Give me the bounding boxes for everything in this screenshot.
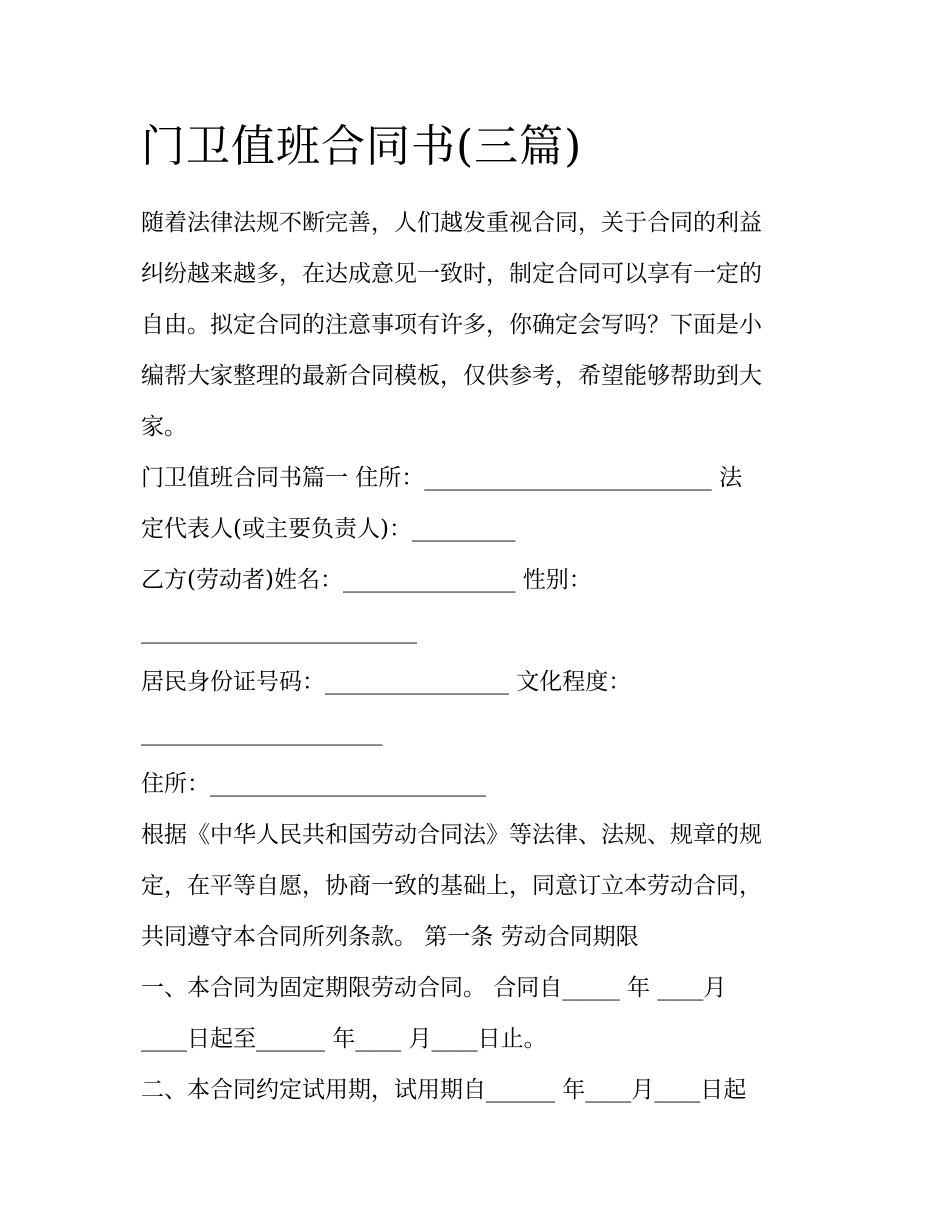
body-line: 编帮大家整理的最新合同模板，仅供参考，希望能够帮助到大	[141, 363, 762, 389]
body-line: 门卫值班合同书篇一 住所：_________________________ 法	[141, 465, 743, 491]
document-title: 门卫值班合同书(三篇)	[141, 121, 583, 172]
body-line: 共同遵守本合同所列条款。 第一条 劳动合同期限	[141, 924, 639, 950]
body-line: 二、本合同约定试用期，试用期自______ 年____月____日起	[141, 1077, 747, 1103]
body-line: 根据《中华人民共和国劳动合同法》等法律、法规、规章的规	[141, 822, 762, 848]
body-line: 乙方(劳动者)姓名：_______________ 性别：	[141, 567, 592, 593]
body-line: 家。	[141, 414, 187, 440]
body-line: 定，在平等自愿，协商一致的基础上，同意订立本劳动合同，	[141, 873, 762, 899]
body-line: 一、本合同为固定期限劳动合同。 合同自_____ 年 ____月	[141, 975, 727, 1001]
body-line: ____日起至______ 年____ 月____日止。	[141, 1026, 547, 1052]
body-line: ________________________	[141, 618, 417, 644]
body-line: 居民身份证号码：________________ 文化程度：	[141, 669, 632, 695]
body-line: 随着法律法规不断完善，人们越发重视合同，关于合同的利益	[141, 210, 762, 236]
body-line: 定代表人(或主要负责人)：_________	[141, 516, 516, 542]
body-line: 纠纷越来越多，在达成意见一致时，制定合同可以享有一定的	[141, 261, 762, 287]
document-body	[141, 198, 821, 1116]
body-line: _____________________	[141, 720, 383, 746]
body-line: 自由。拟定合同的注意事项有许多，你确定会写吗？下面是小	[141, 312, 762, 338]
body-line: 住所：________________________	[141, 771, 486, 797]
